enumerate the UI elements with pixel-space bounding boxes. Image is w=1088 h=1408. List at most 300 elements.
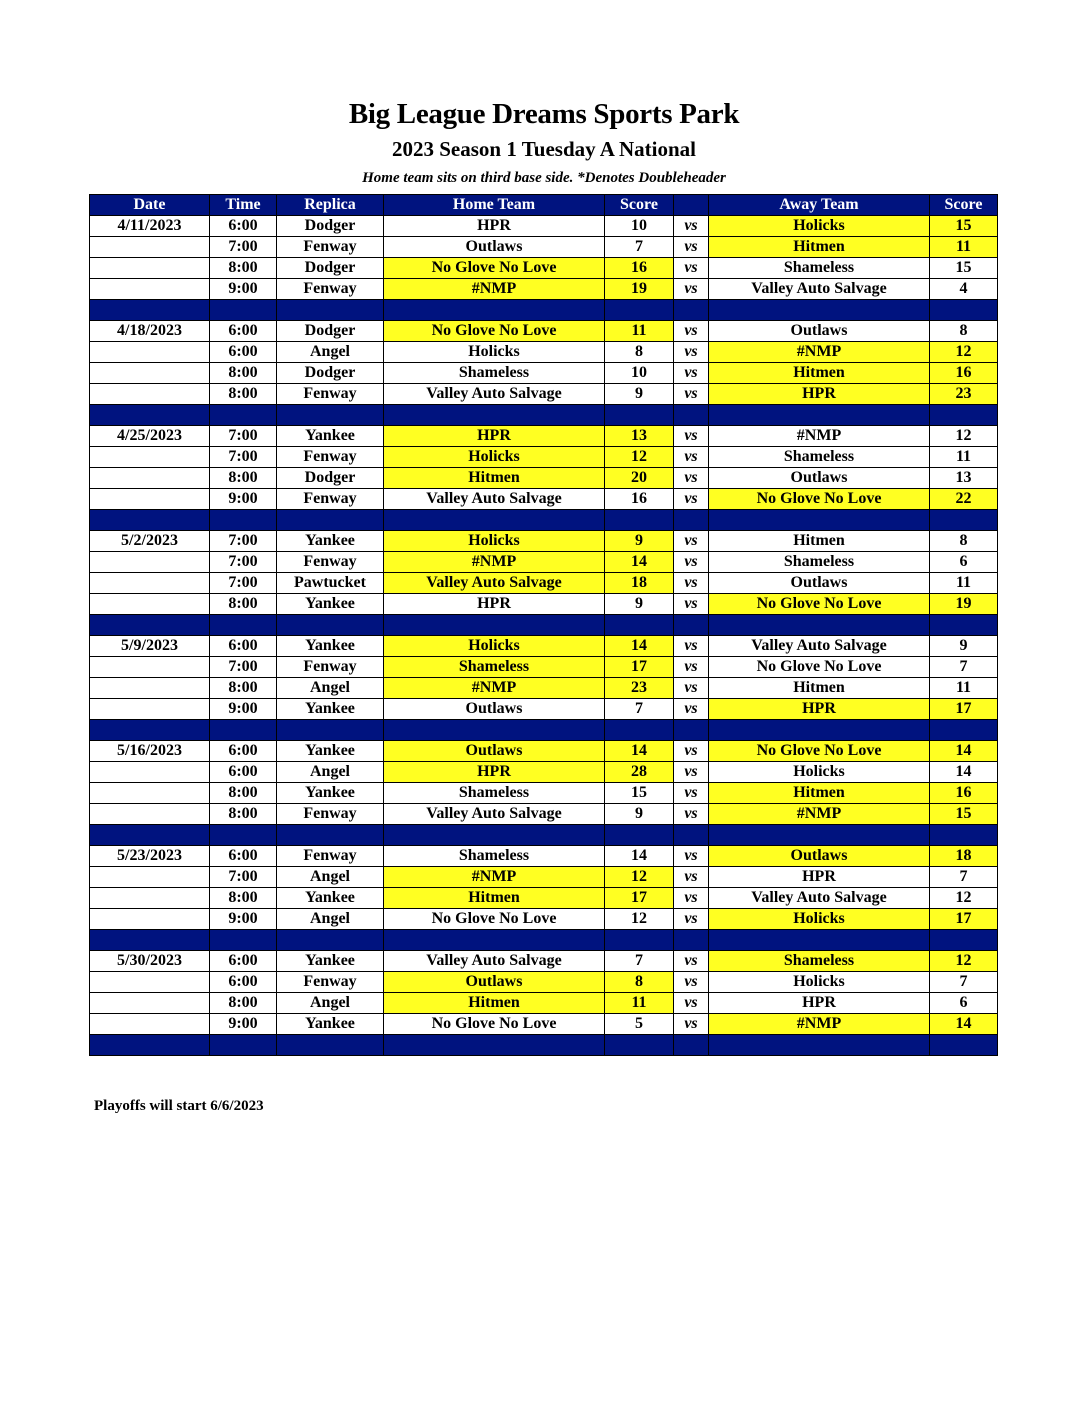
cell-home-team: Hitmen [384, 888, 605, 909]
header-date: Date [90, 195, 210, 216]
cell-date [90, 1014, 210, 1035]
cell-date [90, 447, 210, 468]
cell-vs: vs [674, 867, 709, 888]
cell-home-score: 18 [605, 573, 674, 594]
cell-replica: Angel [277, 993, 384, 1014]
cell-home-team: Outlaws [384, 237, 605, 258]
table-row [90, 699, 998, 720]
cell-vs: vs [674, 447, 709, 468]
cell-home-score: 11 [605, 993, 674, 1014]
separator-cell [709, 825, 930, 846]
cell-replica: Angel [277, 678, 384, 699]
cell-vs: vs [674, 636, 709, 657]
cell-time: 7:00 [210, 657, 277, 678]
header-away-team: Away Team [709, 195, 930, 216]
cell-replica: Fenway [277, 447, 384, 468]
cell-away-team: No Glove No Love [709, 489, 930, 510]
cell-away-score: 14 [930, 1014, 998, 1035]
cell-time: 7:00 [210, 237, 277, 258]
cell-replica: Fenway [277, 279, 384, 300]
cell-replica: Yankee [277, 636, 384, 657]
cell-replica: Yankee [277, 699, 384, 720]
cell-replica: Yankee [277, 783, 384, 804]
cell-away-team: Shameless [709, 552, 930, 573]
cell-home-score: 16 [605, 258, 674, 279]
cell-home-team: Valley Auto Salvage [384, 489, 605, 510]
header-replica: Replica [277, 195, 384, 216]
table-row [90, 783, 998, 804]
separator-cell [210, 720, 277, 741]
separator-cell [709, 405, 930, 426]
cell-date [90, 468, 210, 489]
cell-home-score: 5 [605, 1014, 674, 1035]
cell-away-team: Holicks [709, 909, 930, 930]
cell-home-score: 15 [605, 783, 674, 804]
separator-cell [605, 300, 674, 321]
cell-date: 4/18/2023 [90, 321, 210, 342]
cell-away-score: 8 [930, 531, 998, 552]
cell-date: 5/23/2023 [90, 846, 210, 867]
cell-vs: vs [674, 237, 709, 258]
week-separator-row [90, 1035, 998, 1056]
table-row [90, 678, 998, 699]
cell-replica: Yankee [277, 531, 384, 552]
separator-cell [210, 510, 277, 531]
cell-vs: vs [674, 783, 709, 804]
cell-time: 6:00 [210, 741, 277, 762]
separator-cell [384, 300, 605, 321]
cell-home-score: 10 [605, 216, 674, 237]
cell-home-score: 9 [605, 594, 674, 615]
table-row [90, 447, 998, 468]
cell-away-score: 7 [930, 867, 998, 888]
cell-replica: Angel [277, 867, 384, 888]
cell-replica: Angel [277, 762, 384, 783]
cell-time: 8:00 [210, 363, 277, 384]
separator-cell [90, 930, 210, 951]
cell-home-team: Holicks [384, 447, 605, 468]
week-separator-row [90, 825, 998, 846]
cell-vs: vs [674, 1014, 709, 1035]
cell-away-team: Hitmen [709, 678, 930, 699]
separator-cell [674, 405, 709, 426]
separator-cell [210, 405, 277, 426]
week-separator-row [90, 615, 998, 636]
cell-home-score: 11 [605, 321, 674, 342]
cell-away-team: Outlaws [709, 846, 930, 867]
separator-cell [930, 300, 998, 321]
table-row [90, 279, 998, 300]
separator-cell [277, 1035, 384, 1056]
cell-time: 9:00 [210, 489, 277, 510]
table-row [90, 804, 998, 825]
cell-home-score: 12 [605, 867, 674, 888]
cell-home-score: 9 [605, 804, 674, 825]
separator-cell [277, 615, 384, 636]
cell-time: 9:00 [210, 279, 277, 300]
separator-cell [384, 615, 605, 636]
cell-date [90, 762, 210, 783]
cell-home-team: No Glove No Love [384, 909, 605, 930]
cell-time: 8:00 [210, 678, 277, 699]
separator-cell [709, 720, 930, 741]
table-row [90, 237, 998, 258]
cell-home-team: Shameless [384, 846, 605, 867]
cell-vs: vs [674, 909, 709, 930]
cell-date [90, 384, 210, 405]
cell-away-score: 12 [930, 888, 998, 909]
cell-time: 6:00 [210, 636, 277, 657]
separator-cell [90, 720, 210, 741]
cell-time: 8:00 [210, 594, 277, 615]
cell-date [90, 657, 210, 678]
table-header-row [90, 195, 998, 216]
cell-away-team: Shameless [709, 447, 930, 468]
separator-cell [674, 825, 709, 846]
cell-away-score: 15 [930, 804, 998, 825]
separator-cell [674, 720, 709, 741]
cell-away-score: 16 [930, 783, 998, 804]
cell-home-team: Valley Auto Salvage [384, 804, 605, 825]
cell-replica: Fenway [277, 846, 384, 867]
cell-time: 7:00 [210, 531, 277, 552]
cell-away-team: No Glove No Love [709, 741, 930, 762]
cell-date: 4/11/2023 [90, 216, 210, 237]
week-separator-row [90, 930, 998, 951]
header-home-team: Home Team [384, 195, 605, 216]
separator-cell [277, 930, 384, 951]
cell-home-score: 7 [605, 237, 674, 258]
separator-cell [709, 510, 930, 531]
separator-cell [930, 510, 998, 531]
cell-replica: Yankee [277, 594, 384, 615]
cell-time: 6:00 [210, 972, 277, 993]
cell-away-team: Valley Auto Salvage [709, 888, 930, 909]
cell-replica: Angel [277, 909, 384, 930]
cell-away-team: Holicks [709, 216, 930, 237]
cell-vs: vs [674, 342, 709, 363]
separator-cell [277, 720, 384, 741]
separator-cell [384, 510, 605, 531]
table-row [90, 531, 998, 552]
cell-date [90, 804, 210, 825]
table-row [90, 1014, 998, 1035]
separator-cell [674, 510, 709, 531]
cell-replica: Pawtucket [277, 573, 384, 594]
separator-cell [930, 825, 998, 846]
separator-cell [605, 825, 674, 846]
cell-away-score: 16 [930, 363, 998, 384]
separator-cell [384, 930, 605, 951]
separator-cell [930, 930, 998, 951]
cell-away-score: 14 [930, 762, 998, 783]
cell-away-team: Shameless [709, 951, 930, 972]
cell-away-score: 17 [930, 699, 998, 720]
cell-vs: vs [674, 258, 709, 279]
cell-away-score: 6 [930, 552, 998, 573]
cell-away-score: 7 [930, 972, 998, 993]
cell-home-score: 8 [605, 972, 674, 993]
table-row [90, 867, 998, 888]
cell-home-score: 14 [605, 741, 674, 762]
cell-home-score: 12 [605, 447, 674, 468]
cell-home-team: Outlaws [384, 972, 605, 993]
cell-away-score: 9 [930, 636, 998, 657]
cell-home-score: 16 [605, 489, 674, 510]
cell-date: 4/25/2023 [90, 426, 210, 447]
cell-home-team: No Glove No Love [384, 258, 605, 279]
table-row [90, 951, 998, 972]
cell-vs: vs [674, 888, 709, 909]
cell-date [90, 258, 210, 279]
cell-home-team: HPR [384, 426, 605, 447]
table-row [90, 573, 998, 594]
header-away-score: Score [930, 195, 998, 216]
table-row [90, 846, 998, 867]
cell-home-score: 7 [605, 951, 674, 972]
table-row [90, 762, 998, 783]
cell-home-score: 12 [605, 909, 674, 930]
cell-home-team: Hitmen [384, 993, 605, 1014]
cell-home-team: Outlaws [384, 699, 605, 720]
cell-vs: vs [674, 279, 709, 300]
week-separator-row [90, 405, 998, 426]
cell-home-team: Shameless [384, 783, 605, 804]
separator-cell [709, 300, 930, 321]
cell-date [90, 699, 210, 720]
cell-away-team: HPR [709, 384, 930, 405]
cell-away-score: 23 [930, 384, 998, 405]
page-title: Big League Dreams Sports Park [348, 98, 740, 130]
cell-time: 6:00 [210, 951, 277, 972]
cell-home-team: Valley Auto Salvage [384, 573, 605, 594]
separator-cell [90, 825, 210, 846]
separator-cell [210, 930, 277, 951]
cell-away-score: 8 [930, 321, 998, 342]
cell-time: 8:00 [210, 804, 277, 825]
cell-home-score: 28 [605, 762, 674, 783]
cell-replica: Fenway [277, 972, 384, 993]
cell-date [90, 678, 210, 699]
cell-home-score: 20 [605, 468, 674, 489]
separator-cell [90, 615, 210, 636]
cell-away-team: HPR [709, 699, 930, 720]
cell-away-team: HPR [709, 867, 930, 888]
cell-home-team: No Glove No Love [384, 321, 605, 342]
cell-time: 7:00 [210, 552, 277, 573]
cell-replica: Fenway [277, 489, 384, 510]
cell-away-team: Hitmen [709, 237, 930, 258]
cell-vs: vs [674, 573, 709, 594]
cell-away-team: HPR [709, 993, 930, 1014]
table-row [90, 342, 998, 363]
table-row [90, 468, 998, 489]
table-row [90, 552, 998, 573]
cell-away-score: 7 [930, 657, 998, 678]
cell-replica: Fenway [277, 237, 384, 258]
cell-date [90, 342, 210, 363]
cell-away-score: 12 [930, 426, 998, 447]
table-row [90, 636, 998, 657]
cell-away-score: 18 [930, 846, 998, 867]
cell-time: 8:00 [210, 993, 277, 1014]
cell-vs: vs [674, 762, 709, 783]
cell-home-team: HPR [384, 762, 605, 783]
cell-date: 5/16/2023 [90, 741, 210, 762]
cell-vs: vs [674, 846, 709, 867]
cell-home-score: 9 [605, 531, 674, 552]
cell-away-team: Shameless [709, 258, 930, 279]
separator-cell [384, 1035, 605, 1056]
separator-cell [709, 615, 930, 636]
cell-vs: vs [674, 426, 709, 447]
table-row [90, 657, 998, 678]
week-separator-row [90, 300, 998, 321]
cell-away-team: Hitmen [709, 783, 930, 804]
cell-replica: Yankee [277, 1014, 384, 1035]
cell-vs: vs [674, 699, 709, 720]
cell-time: 9:00 [210, 699, 277, 720]
cell-vs: vs [674, 594, 709, 615]
separator-cell [605, 930, 674, 951]
cell-home-score: 14 [605, 636, 674, 657]
separator-cell [90, 1035, 210, 1056]
cell-replica: Yankee [277, 741, 384, 762]
cell-home-team: HPR [384, 216, 605, 237]
cell-home-team: No Glove No Love [384, 1014, 605, 1035]
header-time: Time [210, 195, 277, 216]
cell-away-score: 15 [930, 216, 998, 237]
cell-away-team: Holicks [709, 762, 930, 783]
cell-date [90, 552, 210, 573]
separator-cell [709, 930, 930, 951]
cell-vs: vs [674, 741, 709, 762]
cell-away-team: Valley Auto Salvage [709, 636, 930, 657]
cell-replica: Yankee [277, 951, 384, 972]
cell-date: 5/9/2023 [90, 636, 210, 657]
cell-time: 6:00 [210, 762, 277, 783]
cell-date [90, 972, 210, 993]
table-row [90, 594, 998, 615]
cell-vs: vs [674, 804, 709, 825]
separator-cell [384, 405, 605, 426]
separator-cell [605, 615, 674, 636]
cell-replica: Dodger [277, 363, 384, 384]
cell-vs: vs [674, 468, 709, 489]
cell-replica: Fenway [277, 657, 384, 678]
cell-replica: Fenway [277, 804, 384, 825]
table-row [90, 972, 998, 993]
cell-away-score: 15 [930, 258, 998, 279]
table-row [90, 489, 998, 510]
cell-time: 6:00 [210, 216, 277, 237]
cell-vs: vs [674, 993, 709, 1014]
separator-cell [277, 825, 384, 846]
table-row [90, 321, 998, 342]
cell-replica: Yankee [277, 888, 384, 909]
cell-date [90, 573, 210, 594]
cell-away-score: 17 [930, 909, 998, 930]
cell-home-score: 10 [605, 363, 674, 384]
cell-home-team: Valley Auto Salvage [384, 951, 605, 972]
cell-away-score: 6 [930, 993, 998, 1014]
cell-time: 8:00 [210, 384, 277, 405]
separator-cell [674, 1035, 709, 1056]
cell-away-team: #NMP [709, 804, 930, 825]
separator-cell [210, 615, 277, 636]
separator-cell [384, 825, 605, 846]
table-row [90, 384, 998, 405]
separator-cell [90, 510, 210, 531]
cell-away-team: #NMP [709, 342, 930, 363]
cell-home-score: 14 [605, 846, 674, 867]
separator-cell [674, 930, 709, 951]
cell-away-team: Hitmen [709, 363, 930, 384]
cell-vs: vs [674, 489, 709, 510]
cell-time: 9:00 [210, 909, 277, 930]
cell-vs: vs [674, 363, 709, 384]
cell-away-score: 12 [930, 342, 998, 363]
cell-time: 7:00 [210, 573, 277, 594]
schedule-table [89, 194, 998, 1056]
cell-time: 6:00 [210, 342, 277, 363]
header-home-score: Score [605, 195, 674, 216]
cell-replica: Dodger [277, 468, 384, 489]
cell-home-team: Holicks [384, 342, 605, 363]
cell-vs: vs [674, 384, 709, 405]
cell-home-team: #NMP [384, 867, 605, 888]
cell-date [90, 489, 210, 510]
week-separator-row [90, 720, 998, 741]
cell-home-score: 14 [605, 552, 674, 573]
separator-cell [674, 615, 709, 636]
cell-vs: vs [674, 216, 709, 237]
cell-date: 5/30/2023 [90, 951, 210, 972]
cell-away-score: 11 [930, 678, 998, 699]
table-row [90, 741, 998, 762]
cell-time: 9:00 [210, 1014, 277, 1035]
cell-date: 5/2/2023 [90, 531, 210, 552]
cell-home-score: 17 [605, 888, 674, 909]
cell-home-score: 8 [605, 342, 674, 363]
cell-home-team: #NMP [384, 552, 605, 573]
cell-vs: vs [674, 321, 709, 342]
cell-home-team: HPR [384, 594, 605, 615]
cell-vs: vs [674, 678, 709, 699]
separator-cell [930, 615, 998, 636]
separator-cell [709, 1035, 930, 1056]
cell-time: 7:00 [210, 447, 277, 468]
cell-date [90, 867, 210, 888]
page-subtitle: 2023 Season 1 Tuesday A National [391, 137, 696, 161]
cell-away-score: 19 [930, 594, 998, 615]
cell-time: 7:00 [210, 426, 277, 447]
separator-cell [277, 405, 384, 426]
table-row [90, 258, 998, 279]
separator-cell [384, 720, 605, 741]
cell-away-score: 22 [930, 489, 998, 510]
cell-away-team: Valley Auto Salvage [709, 279, 930, 300]
cell-date [90, 993, 210, 1014]
separator-cell [605, 405, 674, 426]
separator-cell [90, 300, 210, 321]
cell-vs: vs [674, 552, 709, 573]
cell-away-score: 13 [930, 468, 998, 489]
cell-date [90, 279, 210, 300]
cell-home-score: 19 [605, 279, 674, 300]
cell-away-score: 11 [930, 573, 998, 594]
cell-home-score: 7 [605, 699, 674, 720]
